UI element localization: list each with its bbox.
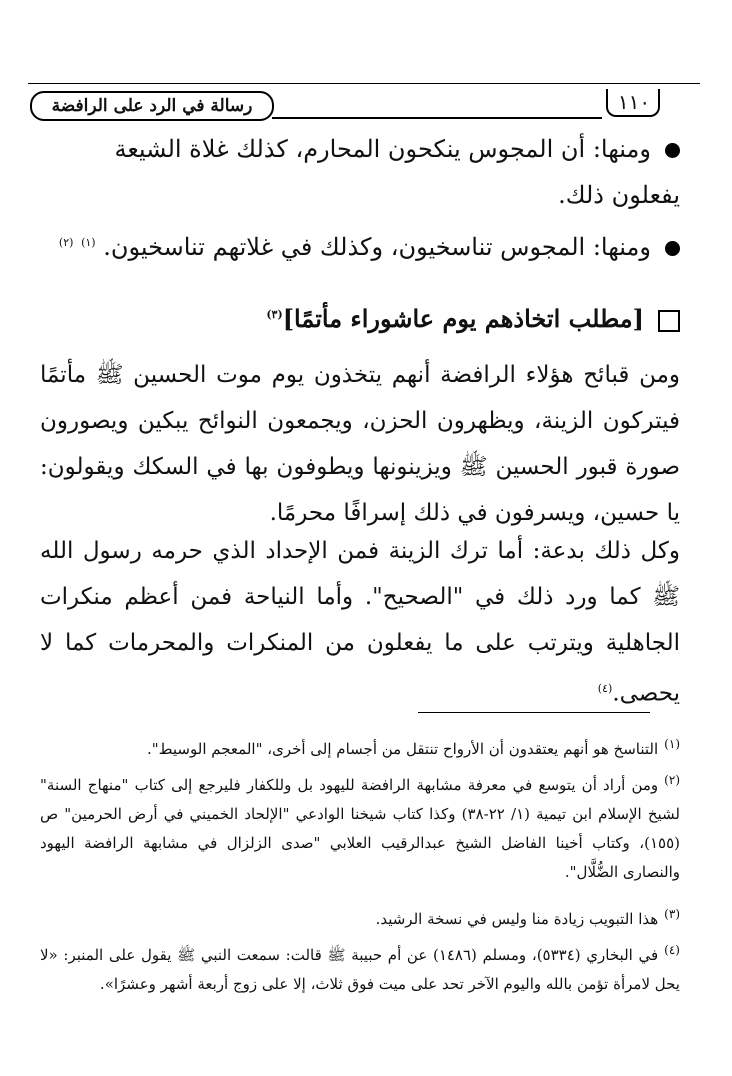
bullet-text: ومنها: أن المجوس ينكحون المحارم، كذلك غلاة الشيعة يفعلون ذلك. (114, 135, 680, 209)
running-title: رسالة في الرد على الرافضة (30, 91, 274, 121)
bullet-dot-icon (665, 143, 680, 158)
section-title: [مطلب اتخاذهم يوم عاشوراء مأتمًا] (282, 304, 644, 333)
footnote-1 (40, 730, 680, 764)
footnote-text: في البخاري (٥٣٣٤)، ومسلم (١٤٨٦) عن أم حبيبة ﷺ قالت: سمعت النبي ﷺ يقول على المنبر: «لا يحل لامرأة تؤمن بالله واليوم الآخر تحد على ميت فوق ثلاث، إلا على زوج أربعة أشهر وعشرًا». (40, 946, 680, 993)
bullet-dot-icon (665, 241, 680, 256)
footnote-text: ومن أراد أن يتوسع في معرفة مشابهة الرافضة لليهود بل وللكفار فليرجع إلى كتاب "منهاج السنة" لشيخ الإسلام ابن تيمية (١/ ٢٢-٣٨) وكذا كتاب شيخنا الوادعي "الإلحاد الخميني في أرض الحرمين" ص (١٥٥)، وكتاب أخينا الفاضل الشيخ عبدالرقيب العلابي "صدى الزلزال في مشابهة الرافضة اليهود والنصارى الضُّلَّال". (40, 776, 680, 881)
footnote-3 (40, 900, 680, 934)
footnote-4 (40, 936, 680, 999)
paragraph-2-text: وكل ذلك بدعة: أما ترك الزينة فمن الإحداد الذي حرمه رسول الله ﷺ كما ورد ذلك في "الصحيح". وأما النياحة فمن أعظم منكرات الجاهلية ويترتب على ما يفعلون من المنكرات والمحرمات كما لا يحصى. (40, 538, 680, 707)
section-heading (40, 292, 680, 342)
header-top-rule (28, 83, 700, 84)
footnote-number: (١) (664, 737, 680, 751)
page-header (28, 83, 700, 119)
footnote-number: (٤) (664, 943, 680, 957)
bullet-item-1 (40, 126, 680, 218)
footnote-divider (418, 712, 650, 713)
bullet-text: ومنها: المجوس تناسخيون، وكذلك في غلاتهم تناسخيون. (103, 233, 651, 261)
footnote-text: التناسخ هو أنهم يعتقدون أن الأرواح تنتقل من أجسام إلى أخرى، "المعجم الوسيط". (147, 740, 659, 758)
footnote-2 (40, 766, 680, 887)
page-number: ١١٠ (617, 90, 651, 114)
footnote-text: هذا التبويب زيادة منا وليس في نسخة الرشيد. (375, 910, 659, 928)
footnote-number: (٢) (664, 773, 680, 787)
square-marker-icon (658, 310, 680, 332)
paragraph-2 (40, 528, 680, 717)
bullet-item-2 (40, 220, 680, 270)
footnote-ref: (١) (81, 236, 96, 249)
footnote-ref: (٣) (266, 308, 283, 321)
footnote-number: (٣) (664, 907, 680, 921)
header-rule (272, 117, 602, 119)
footnote-ref: (٢) (58, 236, 74, 249)
paragraph-1: ومن قبائح هؤلاء الرافضة أنهم يتخذون يوم موت الحسين ﷺ مأتمًا فيتركون الزينة، ويظهرون الحزن، ويجمعون النوائح يبكين ويصورون صورة قبور الحسين ﷺ ويزينونها ويطوفون بها في السكك ويقولون: يا حسين، ويسرفون في ذلك إسرافًا محرمًا. (40, 362, 680, 526)
footnote-ref: (٤) (597, 682, 613, 695)
